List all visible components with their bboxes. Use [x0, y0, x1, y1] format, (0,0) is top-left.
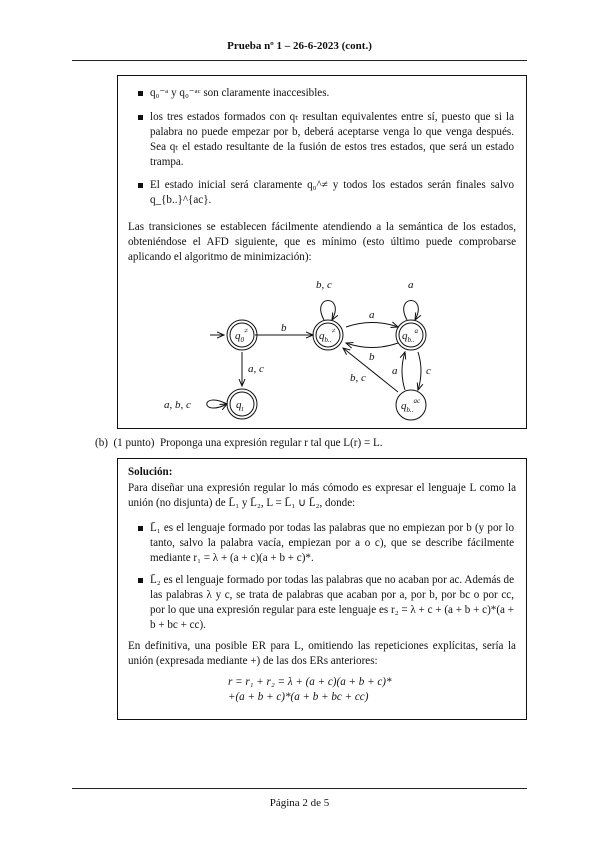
- label-q0-qt: a, c: [248, 363, 264, 375]
- formula-line-1: r = r₁ + r₂ = λ + (a + c)(a + b + c)*: [228, 676, 392, 688]
- question-part: (b): [95, 437, 108, 449]
- question-text: Proponga una expresión regular r tal que L(r) = L.: [160, 437, 383, 449]
- label-loop-qba: a: [408, 279, 414, 291]
- label-qbac-qba: a: [392, 365, 398, 377]
- label-qbneq-qba: a: [369, 309, 375, 321]
- formula-line-2: +(a + b + c)*(a + b + bc + cc): [228, 691, 369, 703]
- page-header: Prueba nº 1 – 26-6-2023 (cont.): [227, 40, 372, 52]
- bullet-text: los tres estados formados con qₜ resultan equivalentes entre sí, puesto que si la palabra no puede empezar por b, deberá aceptarse venga lo que venga después. Sea qₜ el estado resultante de la fusión de estos tres estados, que será un estado trampa.: [150, 111, 514, 168]
- header-rule: [72, 60, 527, 61]
- bullet-square-icon: [138, 115, 143, 120]
- question-b: [95, 436, 525, 451]
- bullet-item: [138, 110, 514, 170]
- question-points: (1 punto): [113, 437, 155, 449]
- bullet-square-icon: [138, 578, 143, 583]
- solution-title: Solución:: [128, 466, 173, 478]
- state-qb-neq: $q_{b..}^\ne$: [319, 327, 336, 344]
- label-q0-qbneq: b: [281, 322, 287, 334]
- loop-qba: [404, 301, 419, 321]
- label-qba-qbac: c: [426, 365, 431, 377]
- bullet-item: [138, 521, 514, 566]
- label-loop-qbneq: b, c: [316, 279, 332, 291]
- bullet-text: q₀⁻ᵃ y q₀⁻ᵃᶜ son claramente inaccesibles.: [150, 87, 330, 99]
- solution-intro: Para diseñar una expresión regular lo más cómodo es expresar el lenguaje L como la unión (no disjunta) de L̄₁ y L̄₂, L = L̄₁ ∪ L̄₂, donde:: [128, 482, 516, 509]
- bullet-text: El estado inicial será claramente q₀^≠ y todos los estados serán finales salvo q_{b..}^{ac}.: [150, 179, 514, 206]
- footer-rule: [72, 788, 527, 789]
- bullet-square-icon: [138, 91, 143, 96]
- edge-qba-qbac: [418, 352, 421, 390]
- transitions-paragraph: Las transiciones se establecen fácilmente atendiendo a la semántica de los estados, obteniéndose el AFD siguiente, que es mínimo (esto último puede comprobarse aplicando el algoritmo de minimización):: [128, 221, 516, 263]
- state-qt: $q_t$: [236, 399, 244, 413]
- bullet-text: L̄₂ es el lenguaje formado por todas las palabras que no acaban por ac. Además de las palabras λ y c, se trata de palabras que acaban por a, por b, por bc o por cc, por lo que una expresión regular para este lenguaje es r₂ = λ + c + (a + b + c)*(a + b + bc + cc).: [150, 574, 514, 631]
- bullet-item: [138, 178, 514, 208]
- label-qbac-qbneq: b, c: [350, 372, 366, 384]
- state-qb-a: $q_{b..}^a$: [402, 327, 418, 344]
- solution-box-automaton: [117, 75, 527, 429]
- bullet-square-icon: [138, 183, 143, 188]
- edge-qbneq-qba: [346, 323, 398, 328]
- label-loop-qt: a, b, c: [164, 399, 191, 411]
- bullet-text: L̄₁ es el lenguaje formado por todas las palabras que no empiezan por b (y por lo tanto, salvo la palabra vacía, empiezan por a o c), que se describe fácilmente mediante r₁ = λ + (a + c)(a + b + c)*.: [150, 522, 514, 564]
- dfa-diagram: [118, 272, 524, 422]
- bullet-item: [138, 573, 514, 633]
- state-q0-neq: $q_0^\ne$: [235, 327, 248, 344]
- label-qba-qbneq: b: [369, 351, 375, 363]
- loop-qt: [207, 400, 227, 408]
- bullet-item: [138, 86, 514, 101]
- loop-qbneq: [321, 301, 336, 321]
- edge-qba-qbneq: [346, 343, 398, 348]
- page-number: Página 2 de 5: [269, 797, 330, 809]
- solution-box-regex: [117, 458, 527, 720]
- bullet-square-icon: [138, 526, 143, 531]
- solution-conclusion: En definitiva, una posible ER para L, omitiendo las repeticiones explícitas, sería la unión (expresada mediante +) de las dos ERs anteriores:: [128, 640, 516, 667]
- edge-qbac-qba: [402, 352, 405, 390]
- state-qb-ac: $q_{b..}^{ac}$: [401, 397, 421, 414]
